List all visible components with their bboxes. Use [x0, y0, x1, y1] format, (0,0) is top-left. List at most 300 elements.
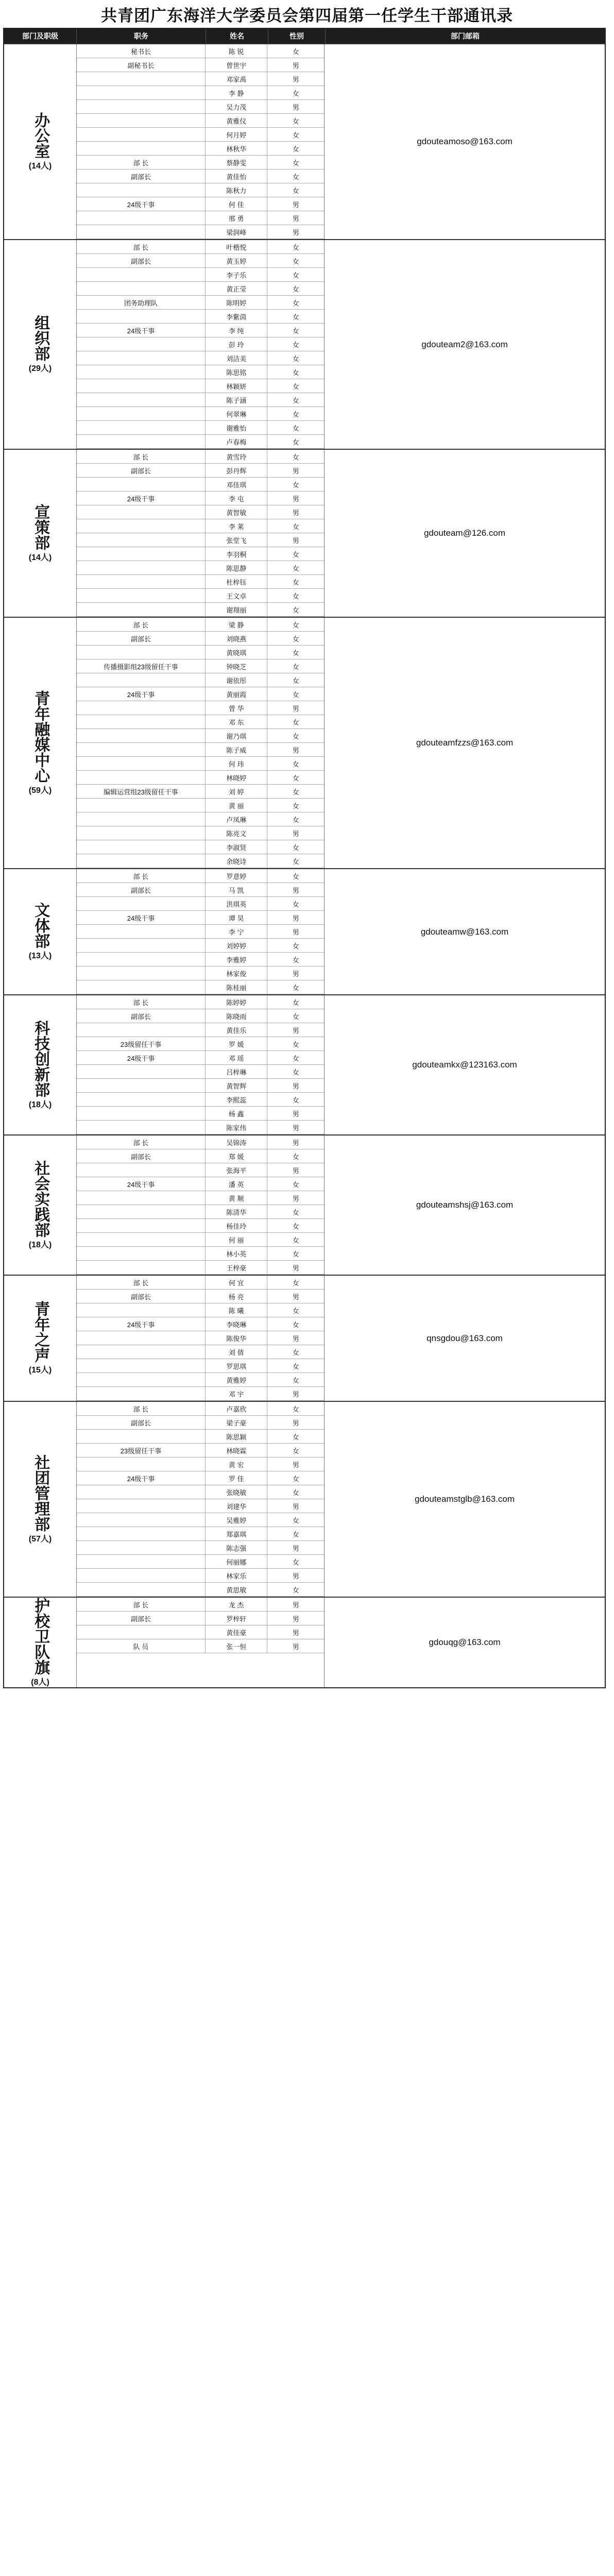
name-cell: 陈子涵 [206, 393, 268, 406]
sex-cell: 男 [292, 928, 299, 936]
member-row [77, 826, 324, 840]
name-cell: 刘建华 [206, 1499, 268, 1513]
member-row [77, 1485, 324, 1499]
department-section [4, 1597, 605, 1687]
name-cell: 张海平 [206, 1163, 268, 1177]
sex-cell: 女 [292, 1516, 299, 1524]
name-cell: 黄玉婷 [206, 254, 268, 267]
name-cell: 刘洁美 [206, 351, 268, 365]
name-cell: 李羽桐 [206, 547, 268, 561]
position-cell [77, 589, 206, 602]
sex-cell: 女 [292, 410, 299, 418]
name-cell: 何丽娜 [206, 1555, 268, 1568]
member-row [77, 1205, 324, 1219]
position-cell [77, 729, 206, 742]
position-cell [77, 715, 206, 728]
position-cell [77, 953, 206, 966]
name-cell: 杨佳玲 [206, 1219, 268, 1232]
department-count: (14人) [28, 161, 52, 171]
name-cell: 陈晓雨 [206, 1009, 268, 1023]
header-position: 职务 [77, 29, 206, 43]
name-cell: 张堂飞 [206, 533, 268, 547]
member-row [77, 58, 324, 72]
member-row [77, 995, 324, 1009]
name-cell: 李紫茵 [206, 310, 268, 323]
position-cell: 23级留任干事 [77, 1444, 206, 1457]
member-row [77, 1023, 324, 1037]
name-cell: 陈桂丽 [206, 980, 268, 994]
member-row [77, 72, 324, 86]
name-cell: 李子乐 [206, 268, 268, 281]
sex-cell: 女 [292, 438, 299, 446]
member-row [77, 589, 324, 603]
sex-cell: 男 [292, 829, 299, 838]
member-row [77, 771, 324, 785]
name-cell: 余晓诗 [206, 854, 268, 868]
sex-cell: 男 [292, 970, 299, 978]
member-row [77, 240, 324, 254]
sex-cell: 女 [292, 1208, 299, 1216]
department-email[interactable]: gdouteamshsj@163.com [416, 1200, 514, 1210]
name-cell: 陈 锐 [206, 44, 268, 58]
position-cell [77, 393, 206, 406]
member-row [77, 757, 324, 771]
position-cell: 24级干事 [77, 1177, 206, 1191]
sex-cell: 女 [292, 900, 299, 908]
sex-cell: 男 [292, 1461, 299, 1469]
member-row [77, 156, 324, 170]
position-cell: 副部长 [77, 1149, 206, 1163]
department-name-cell [4, 618, 77, 868]
sex-cell: 女 [292, 649, 299, 657]
sex-cell: 男 [292, 1390, 299, 1398]
department-name: 宣策部 [32, 503, 49, 550]
sex-cell: 女 [292, 857, 299, 866]
member-rows [77, 869, 325, 994]
position-cell [77, 478, 206, 491]
sex-cell: 女 [292, 131, 299, 139]
member-row [77, 1219, 324, 1233]
member-row [77, 254, 324, 268]
member-row [77, 268, 324, 282]
member-row [77, 1345, 324, 1359]
sex-cell: 女 [292, 481, 299, 489]
member-row [77, 351, 324, 365]
name-cell: 张一恒 [206, 1639, 268, 1653]
name-cell: 陈婷婷 [206, 995, 268, 1009]
sex-cell: 男 [292, 1419, 299, 1427]
sex-cell: 女 [292, 1433, 299, 1441]
sex-cell: 女 [292, 341, 299, 349]
member-row [77, 785, 324, 799]
position-cell [77, 310, 206, 323]
page-title: 共青团广东海洋大学委员会第四届第一任学生干部通讯录 [101, 6, 513, 25]
member-row [77, 1499, 324, 1513]
member-rows [77, 1402, 325, 1597]
member-row [77, 310, 324, 324]
member-row [77, 1612, 324, 1625]
member-row [77, 687, 324, 701]
member-row [77, 575, 324, 589]
member-row [77, 1513, 324, 1527]
member-row [77, 925, 324, 939]
member-row [77, 533, 324, 547]
member-row [77, 379, 324, 393]
member-row [77, 980, 324, 994]
sex-cell: 男 [292, 1124, 299, 1132]
position-cell [77, 142, 206, 155]
member-row [77, 1527, 324, 1541]
sex-cell: 女 [292, 788, 299, 796]
name-cell: 陈 曦 [206, 1303, 268, 1317]
department-section [4, 617, 605, 868]
position-cell [77, 505, 206, 519]
position-cell: 24级干事 [77, 687, 206, 701]
department-count: (8人) [31, 1678, 49, 1687]
name-cell: 谭 昊 [206, 911, 268, 924]
position-cell: 24级干事 [77, 1051, 206, 1064]
name-cell: 龙 杰 [206, 1598, 268, 1611]
position-cell [77, 897, 206, 910]
name-cell: 邓 瑶 [206, 1051, 268, 1064]
name-cell: 李雅婷 [206, 953, 268, 966]
name-cell: 林家乐 [206, 1569, 268, 1582]
sex-cell: 女 [292, 956, 299, 964]
name-cell: 黄雅婷 [206, 1373, 268, 1386]
name-cell: 黄丽霞 [206, 687, 268, 701]
position-cell: 24级干事 [77, 1471, 206, 1485]
member-row [77, 1331, 324, 1345]
sex-cell: 女 [292, 774, 299, 782]
department-section [4, 239, 605, 449]
sex-cell: 女 [292, 1040, 299, 1048]
position-cell [77, 1303, 206, 1317]
member-row [77, 407, 324, 421]
member-row [77, 1079, 324, 1093]
name-cell: 曾 华 [206, 701, 268, 715]
member-row [77, 324, 324, 337]
member-row [77, 603, 324, 617]
position-cell [77, 980, 206, 994]
position-cell: 副部长 [77, 883, 206, 896]
member-row [77, 1359, 324, 1373]
name-cell: 梁 静 [206, 618, 268, 631]
department-count: (57人) [28, 1534, 52, 1544]
sex-cell: 女 [292, 690, 299, 699]
sex-cell: 女 [292, 382, 299, 391]
department-email[interactable]: gdouqg@163.com [429, 1637, 501, 1648]
position-cell: 编辑运营组23级留任干事 [77, 785, 206, 798]
member-row [77, 1541, 324, 1555]
member-row [77, 547, 324, 561]
name-cell: 黄智敏 [206, 505, 268, 519]
position-cell: 秘书长 [77, 44, 206, 58]
department-name: 文体部 [32, 902, 49, 949]
sex-cell: 女 [292, 1068, 299, 1076]
member-row [77, 1639, 324, 1653]
sex-cell: 女 [292, 606, 299, 614]
department-email[interactable]: gdouteamkx@123163.com [412, 1060, 517, 1070]
position-cell [77, 1359, 206, 1372]
member-row [77, 492, 324, 505]
position-cell: 部 长 [77, 618, 206, 631]
name-cell: 杨 鑫 [206, 1107, 268, 1120]
member-row [77, 1093, 324, 1107]
member-row [77, 170, 324, 183]
member-row [77, 365, 324, 379]
header-email: 部门邮箱 [451, 32, 480, 40]
position-cell [77, 1430, 206, 1443]
sex-cell: 女 [292, 396, 299, 404]
sex-cell: 女 [292, 47, 299, 56]
position-cell [77, 967, 206, 980]
name-cell: 刘婷婷 [206, 939, 268, 952]
sex-cell: 男 [292, 1601, 299, 1609]
department-name: 组织部 [32, 315, 49, 362]
member-row [77, 1233, 324, 1247]
name-cell: 谢雅怡 [206, 421, 268, 434]
position-cell: 23级留任干事 [77, 1037, 206, 1050]
member-row [77, 1037, 324, 1051]
member-row [77, 1625, 324, 1639]
name-cell: 林颖妍 [206, 379, 268, 393]
name-cell: 卢春梅 [206, 435, 268, 448]
sex-cell: 男 [292, 509, 299, 517]
sex-cell: 女 [292, 1096, 299, 1104]
name-cell: 吴力茂 [206, 100, 268, 113]
name-cell: 杜梓钰 [206, 575, 268, 588]
member-row [77, 632, 324, 646]
position-cell [77, 1023, 206, 1037]
sex-cell: 女 [292, 424, 299, 432]
department-name-cell [4, 1402, 77, 1597]
sex-cell: 女 [292, 173, 299, 181]
sex-cell: 男 [292, 103, 299, 111]
position-cell: 传播摄影组23级留任干事 [77, 659, 206, 673]
position-cell: 团务助理队 [77, 296, 206, 309]
sex-cell: 女 [292, 285, 299, 293]
member-row [77, 1261, 324, 1275]
member-row [77, 869, 324, 883]
table-header [4, 29, 605, 43]
department-email[interactable]: gdouteam2@163.com [421, 339, 508, 349]
header-name: 姓名 [206, 29, 268, 43]
name-cell: 林晓婷 [206, 771, 268, 784]
member-row [77, 646, 324, 659]
sex-cell: 女 [292, 327, 299, 335]
member-row [77, 1290, 324, 1303]
position-cell [77, 673, 206, 687]
position-cell [77, 128, 206, 141]
name-cell: 刘 婷 [206, 785, 268, 798]
sex-cell: 女 [292, 578, 299, 586]
sex-cell: 女 [292, 159, 299, 167]
sex-cell: 女 [292, 1376, 299, 1384]
position-cell: 队 员 [77, 1639, 206, 1653]
sex-cell: 男 [292, 1139, 299, 1147]
position-cell [77, 575, 206, 588]
position-cell [77, 826, 206, 840]
name-cell: 陈清华 [206, 1205, 268, 1218]
department-name: 办公室 [32, 112, 49, 159]
name-cell: 李熙蕊 [206, 1093, 268, 1106]
department-email[interactable]: gdouteamstglb@163.com [415, 1494, 515, 1504]
position-cell [77, 365, 206, 379]
position-cell [77, 1205, 206, 1218]
sex-cell: 男 [292, 746, 299, 754]
member-rows [77, 240, 325, 449]
position-cell [77, 1387, 206, 1400]
position-cell: 24级干事 [77, 492, 206, 505]
department-name-cell [4, 44, 77, 239]
member-row [77, 1598, 324, 1612]
name-cell: 谢翔丽 [206, 603, 268, 616]
member-row [77, 282, 324, 296]
department-count: (18人) [28, 1240, 52, 1249]
position-cell: 副部长 [77, 464, 206, 477]
name-cell: 黄 宏 [206, 1458, 268, 1471]
name-cell: 林家俊 [206, 967, 268, 980]
sex-cell: 女 [292, 187, 299, 195]
department-count: (14人) [28, 553, 52, 562]
department-email[interactable]: gdouteamoso@163.com [417, 137, 513, 146]
sex-cell: 女 [292, 1405, 299, 1413]
sex-cell: 女 [292, 1054, 299, 1062]
member-row [77, 1163, 324, 1177]
department-email[interactable]: gdouteam@126.com [423, 528, 506, 538]
name-cell: 李 莱 [206, 519, 268, 533]
name-cell: 卢凤琳 [206, 812, 268, 826]
position-cell: 部 长 [77, 869, 206, 883]
department-email[interactable]: gdouteamw@163.com [420, 926, 509, 937]
position-cell [77, 646, 206, 659]
sex-cell: 女 [292, 718, 299, 726]
sex-cell: 女 [292, 1279, 299, 1287]
member-row [77, 1402, 324, 1416]
sex-cell: 男 [292, 1615, 299, 1623]
position-cell: 部 长 [77, 156, 206, 169]
sex-cell: 女 [292, 760, 299, 768]
member-row [77, 854, 324, 868]
name-cell: 谢乃琪 [206, 729, 268, 742]
member-row [77, 464, 324, 478]
name-cell: 王梓豪 [206, 1261, 268, 1274]
member-row [77, 1107, 324, 1121]
sex-cell: 女 [292, 732, 299, 740]
position-cell [77, 1513, 206, 1527]
sex-cell: 女 [292, 872, 299, 880]
name-cell: 梁润峰 [206, 225, 268, 239]
member-row [77, 337, 324, 351]
sex-cell: 男 [292, 1264, 299, 1272]
member-row [77, 1009, 324, 1023]
sections [4, 43, 605, 1687]
sex-cell: 男 [292, 1110, 299, 1118]
position-cell [77, 1373, 206, 1386]
member-row [77, 911, 324, 925]
position-cell [77, 757, 206, 770]
member-row [77, 1458, 324, 1471]
sex-cell: 女 [292, 257, 299, 265]
sex-cell: 男 [292, 536, 299, 545]
name-cell: 陈俊华 [206, 1331, 268, 1345]
position-cell: 副部长 [77, 1612, 206, 1625]
name-cell: 彭 玲 [206, 337, 268, 351]
name-cell: 卢嘉欣 [206, 1402, 268, 1415]
department-count: (15人) [28, 1366, 52, 1375]
sex-cell: 女 [292, 1320, 299, 1329]
sex-cell: 男 [292, 1502, 299, 1511]
name-cell: 郑 媛 [206, 1149, 268, 1163]
name-cell: 邓 宇 [206, 1387, 268, 1400]
name-cell: 罗 媛 [206, 1037, 268, 1050]
position-cell [77, 379, 206, 393]
member-row [77, 1583, 324, 1597]
sex-cell: 女 [292, 1307, 299, 1315]
position-cell [77, 1247, 206, 1260]
position-cell [77, 1541, 206, 1554]
sex-cell: 女 [292, 635, 299, 643]
sex-cell: 女 [292, 1348, 299, 1357]
position-cell [77, 1093, 206, 1106]
member-row [77, 1444, 324, 1458]
position-cell: 副秘书长 [77, 58, 206, 72]
position-cell: 部 长 [77, 995, 206, 1009]
member-row [77, 114, 324, 128]
sex-cell: 女 [292, 802, 299, 810]
department-email[interactable]: qnsgdou@163.com [427, 1333, 503, 1343]
position-cell: 部 长 [77, 450, 206, 463]
member-rows [77, 450, 325, 617]
name-cell: 陈思铭 [206, 365, 268, 379]
sex-cell: 男 [292, 1629, 299, 1637]
position-cell: 副部长 [77, 1290, 206, 1303]
sex-cell: 女 [292, 1222, 299, 1230]
name-cell: 潘 英 [206, 1177, 268, 1191]
position-cell [77, 1261, 206, 1274]
department-email[interactable]: gdouteamfzzs@163.com [416, 738, 514, 748]
name-cell: 黄佳怡 [206, 170, 268, 183]
position-cell [77, 407, 206, 420]
sex-cell: 女 [292, 522, 299, 531]
name-cell: 钟晓芝 [206, 659, 268, 673]
name-cell: 吴锦涛 [206, 1136, 268, 1149]
sex-cell: 男 [292, 1642, 299, 1651]
name-cell: 陈思颖 [206, 1430, 268, 1443]
position-cell [77, 1079, 206, 1092]
member-row [77, 1191, 324, 1205]
name-cell: 黄 丽 [206, 799, 268, 812]
name-cell: 何 宜 [206, 1276, 268, 1289]
member-row [77, 296, 324, 310]
department-name-cell [4, 995, 77, 1134]
name-cell: 邢 勇 [206, 211, 268, 225]
member-row [77, 421, 324, 435]
position-cell [77, 268, 206, 281]
position-cell: 部 长 [77, 1402, 206, 1415]
member-row [77, 1177, 324, 1191]
member-row [77, 1416, 324, 1430]
name-cell: 黄智辉 [206, 1079, 268, 1092]
member-row [77, 142, 324, 156]
name-cell: 刘 倩 [206, 1345, 268, 1359]
position-cell [77, 547, 206, 561]
position-cell [77, 1163, 206, 1177]
position-cell: 部 长 [77, 240, 206, 253]
member-row [77, 128, 324, 142]
member-row [77, 729, 324, 743]
member-row [77, 1569, 324, 1583]
